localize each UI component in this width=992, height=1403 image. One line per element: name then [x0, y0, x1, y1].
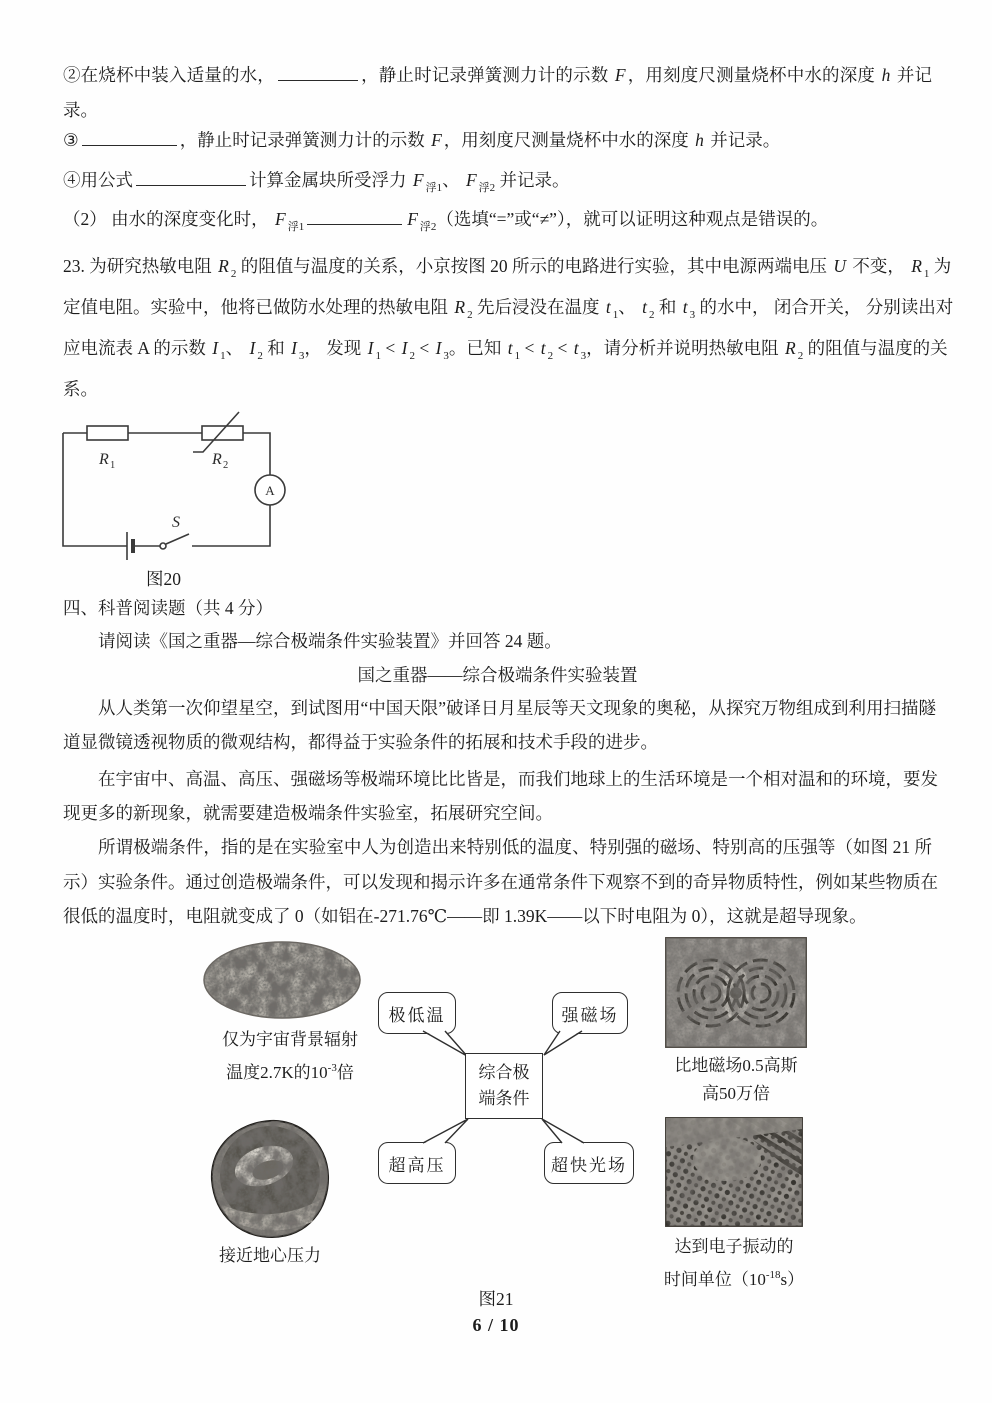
section4-heading: 四、科普阅读题（共 4 分） — [63, 598, 273, 618]
circuit-diagram — [55, 403, 295, 571]
para1-line2: 道显微镜透视物质的微观结构，都得益于实验条件的拓展和技术手段的进步。 — [63, 732, 658, 752]
thermistor-r2-symbol — [202, 426, 243, 440]
r2-label: R — [212, 451, 222, 468]
q22-step4-line: ④用公式 计算金属块所受浮力 F $_{浮1}$、 F $_{浮2}$ 并记录。 — [63, 170, 570, 194]
q22-part2-line: （2） 由水的深度变化时， F $_{浮1}$ F $_{浮2}$（选填“=”或“≠”），就可以证明这种观点是错误的。 — [63, 209, 829, 233]
para1-line1: 从人类第一次仰望星空，到试图用“中国天限”破译日月星辰等天文现象的奥秘，从探究万物组成到利用扫描隧 — [98, 698, 937, 718]
bubble-ultrafast-light-field: 超快光场 — [544, 1142, 634, 1184]
ammeter-label: A — [265, 483, 275, 498]
earth-core-image — [208, 1118, 332, 1240]
cosmic-background-image — [202, 940, 362, 1020]
q23-line4: 系。 — [63, 379, 98, 399]
resistor-r1-symbol — [87, 426, 128, 440]
q22-step2-line2: 录。 — [63, 100, 98, 120]
q22-step2-line1: ②在烧杯中装入适量的水， ，静止时记录弹簧测力计的示数 F ，用刻度尺测量烧杯中水的深度 h 并记 — [63, 65, 933, 85]
para3-line3: 很低的温度时，电阻就变成了 0（如铝在-271.76℃——即 1.39K——以下时电阻为 0），这就是超导现象。 — [63, 906, 867, 926]
q22-step3-line: ③ ，静止时记录弹簧测力计的示数 F ，用刻度尺测量烧杯中水的深度 h 并记录。 — [63, 130, 781, 150]
center-box-line1: 综合极 — [478, 1063, 530, 1082]
lattice-caption-line1: 达到电子振动的 — [674, 1237, 794, 1256]
magnetic-field-image — [665, 937, 807, 1048]
page-number: 6 / 10 — [472, 1315, 520, 1335]
center-box-line2: 端条件 — [478, 1089, 530, 1108]
circuit-wires — [63, 433, 270, 546]
q23-line3: 应电流表 A 的示数 I $_1$、 I $_2$ 和 I $_3$， 发现 I $_1$ < I $_2$ < I $_3$。已知 t $_1$ < t $_2$ < t $_3$，请分析并说明热敏电阻 R $_2$ 的阻值与温度的关 — [63, 338, 948, 362]
para2-line1: 在宇宙中、高温、高压、强磁场等极端环境比比皆是，而我们地球上的生活环境是一个相对温和的环境，要发 — [98, 769, 938, 789]
earth-caption: 接近地心压力 — [219, 1246, 321, 1265]
para2-line2: 现更多的新现象，就需要建造极端条件实验室，拓展研究空间。 — [63, 803, 553, 823]
center-box-comprehensive-extreme-conditions — [465, 1053, 543, 1119]
fig21-caption: 图21 — [478, 1289, 514, 1309]
r2-subscript: 2 — [223, 460, 229, 471]
section4-intro: 请阅读《国之重器—综合极端条件实验装置》并回答 24 题。 — [98, 631, 562, 651]
cmb-caption-line1: 仅为宇宙背景辐射 — [222, 1030, 358, 1049]
magnet-caption-line2: 高50万倍 — [702, 1084, 770, 1103]
magnet-caption-line1: 比地磁场0.5高斯 — [674, 1056, 798, 1075]
r1-label: R — [99, 451, 109, 468]
article-title: 国之重器——综合极端条件实验装置 — [357, 665, 638, 685]
bubble-strong-magnetic-field: 强磁场 — [552, 992, 628, 1034]
switch-symbol — [160, 534, 189, 549]
fig20-caption: 图20 — [146, 569, 181, 589]
q23-line2: 定值电阻。实验中，他将已做防水处理的热敏电阻 R $_2$ 先后浸没在温度 t $_1$、 t $_2$ 和 t $_3$ 的水中， 闭合开关， 分别读出对 — [63, 297, 954, 321]
fig21-diagram — [180, 935, 820, 1303]
lattice-caption-line2: 时间单位$(10^{-18}s)$ — [663, 1269, 805, 1289]
bubble-ultra-high-pressure: 超高压 — [378, 1142, 456, 1184]
q23-line1: 23. 为研究热敏电阻 R $_2$ 的阻值与温度的关系，小京按图 20 所示的电路进行实验，其中电源两端电压 U 不变， R $_1$ 为 — [63, 256, 952, 280]
r1-subscript: 1 — [110, 460, 116, 471]
battery-symbol — [127, 532, 133, 560]
bubble-extreme-low-temperature: 极低温 — [378, 992, 456, 1034]
switch-label: S — [172, 514, 180, 531]
para3-line2: 示）实验条件。通过创造极端条件，可以发现和揭示许多在通常条件下观察不到的奇异物质特性，例如某些物质在 — [63, 872, 938, 892]
cmb-caption-line2: 温度2.7K的$10^{-3}$倍 — [226, 1062, 354, 1082]
electron-lattice-image — [665, 1117, 803, 1227]
para3-line1: 所谓极端条件，指的是在实验室中人为创造出来特别低的温度、特别强的磁场、特别高的压强等（如图 21 所 — [98, 837, 932, 857]
